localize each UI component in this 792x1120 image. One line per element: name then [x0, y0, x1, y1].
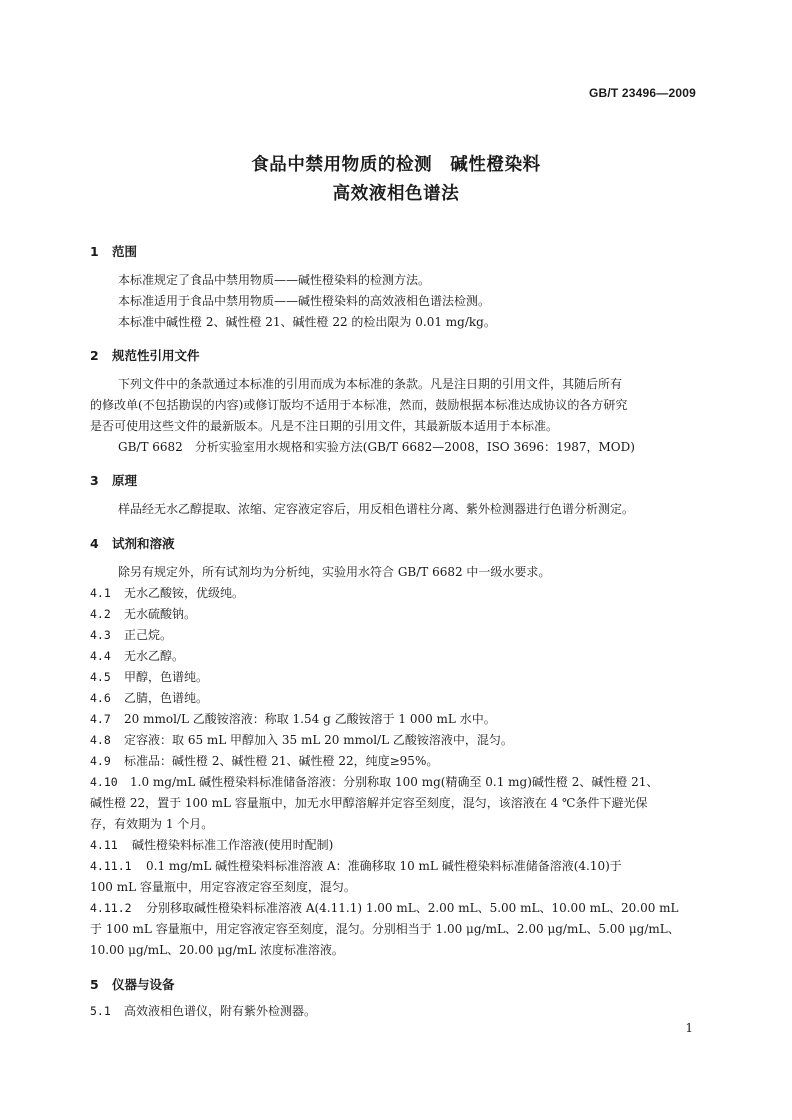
item-text: 标准品：碱性橙 2、碱性橙 21、碱性橙 22，纯度≥95%。 [124, 754, 439, 768]
section-1-heading [90, 242, 137, 260]
page-number: 1 [685, 1021, 693, 1035]
section-title: 范围 [112, 244, 138, 259]
section-5-heading [90, 975, 175, 993]
item-number: 4.9 [90, 754, 111, 768]
item-number: 4.6 [90, 691, 111, 705]
item-4-10-line-1 [90, 775, 658, 789]
section-number: 3 [90, 473, 99, 488]
references-text-line-3: 是否可使用这些文件的最新版本。凡是不注日期的引用文件，其最新版本适用于本标准。 [90, 419, 559, 433]
section-number: 2 [90, 348, 99, 363]
item-4-10-line-2: 碱性橙 22，置于 100 mL 容量瓶中，加无水甲醇溶解并定容至刻度，混匀，该溶液在 4 ℃条件下避光保 [90, 796, 648, 810]
item-4-11-1-line-1 [90, 859, 622, 873]
section-number: 4 [90, 536, 99, 551]
document-title-line-2: 高效液相色谱法 [332, 184, 460, 204]
item-number: 4.3 [90, 628, 111, 642]
list-item [90, 733, 513, 747]
list-item [90, 649, 184, 663]
item-4-11 [90, 838, 333, 852]
item-4-11-2-line-2: 于 100 mL 容量瓶中，用定容液定容至刻度，混匀。分别相当于 1.00 μg/mL、2.00 μg/mL、5.00 μg/mL、 [90, 922, 680, 936]
item-number: 4.10 [90, 775, 118, 789]
list-item [90, 754, 438, 768]
item-number: 4.11.1 [90, 859, 132, 873]
section-title: 试剂和溶液 [112, 536, 175, 551]
list-item [90, 586, 244, 600]
item-number: 4.11.2 [90, 901, 132, 915]
item-text: 20 mmol/L 乙酸铵溶液：称取 1.54 g 乙酸铵溶于 1 000 mL 水中。 [124, 712, 496, 726]
item-number: 5.1 [90, 1004, 111, 1018]
item-text: 正己烷。 [124, 628, 173, 642]
item-text: 0.1 mg/mL 碱性橙染料标准溶液 A：准确移取 10 mL 碱性橙染料标准储备溶液(4.10)于 [146, 859, 622, 873]
section-title: 规范性引用文件 [112, 348, 200, 363]
section-4-heading [90, 534, 175, 552]
item-number: 4.2 [90, 607, 111, 621]
item-5-1 [90, 1004, 316, 1018]
list-item [90, 628, 172, 642]
section-title: 仪器与设备 [112, 977, 175, 992]
item-text: 无水硫酸钠。 [124, 607, 197, 621]
item-4-11-2-line-1 [90, 901, 679, 915]
list-item [90, 607, 196, 621]
section-3-heading [90, 471, 137, 489]
scope-paragraph-1: 本标准规定了食品中禁用物质——碱性橙染料的检测方法。 [118, 273, 431, 287]
item-number: 4.5 [90, 670, 111, 684]
item-number: 4.11 [90, 838, 118, 852]
item-text: 无水乙酸铵，优级纯。 [124, 586, 245, 600]
section-title: 原理 [112, 473, 138, 488]
section-number: 1 [90, 244, 99, 259]
document-title-line-1: 食品中禁用物质的检测 碱性橙染料 [251, 155, 541, 175]
section-2-heading [90, 346, 200, 364]
item-text: 乙腈，色谱纯。 [124, 691, 209, 705]
item-number: 4.8 [90, 733, 111, 747]
item-text: 分别移取碱性橙染料标准溶液 A(4.11.1) 1.00 mL、2.00 mL、5.00 mL、10.00 mL、20.00 mL [146, 901, 679, 915]
item-text: 无水乙醇。 [124, 649, 185, 663]
standard-code: GB/T 23496—2009 [588, 86, 696, 100]
section-number: 5 [90, 977, 99, 992]
item-number: 4.7 [90, 712, 111, 726]
references-text-line-1: 下列文件中的条款通过本标准的引用而成为本标准的条款。凡是注日期的引用文件，其随后所有 [118, 377, 623, 391]
scope-paragraph-2: 本标准适用于食品中禁用物质——碱性橙染料的高效液相色谱法检测。 [118, 294, 491, 308]
item-4-10-line-3: 存，有效期为 1 个月。 [90, 817, 214, 831]
normative-reference: GB/T 6682 分析实验室用水规格和实验方法(GB/T 6682—2008，ISO 3696：1987，MOD) [118, 440, 635, 454]
item-text: 甲醇，色谱纯。 [124, 670, 209, 684]
item-text: 定容液：取 65 mL 甲醇加入 35 mL 20 mmol/L 乙酸铵溶液中，混匀。 [124, 733, 513, 747]
item-number: 4.4 [90, 649, 111, 663]
list-item [90, 712, 496, 726]
item-text: 1.0 mg/mL 碱性橙染料标准储备溶液：分别称取 100 mg(精确至 0.1 mg)碱性橙 2、碱性橙 21、 [130, 775, 659, 789]
reagents-intro: 除另有规定外，所有试剂均为分析纯，实验用水符合 GB/T 6682 中一级水要求。 [118, 565, 551, 579]
scope-paragraph-3: 本标准中碱性橙 2、碱性橙 21、碱性橙 22 的检出限为 0.01 mg/kg。 [118, 315, 496, 329]
item-text: 碱性橙染料标准工作溶液(使用时配制) [132, 838, 334, 852]
list-item [90, 691, 208, 705]
references-text-line-2: 的修改单(不包括勘误的内容)或修订版均不适用于本标准，然而，鼓励根据本标准达成协议的各方研究 [90, 398, 628, 412]
item-4-11-1-line-2: 100 mL 容量瓶中，用定容液定容至刻度，混匀。 [90, 880, 356, 894]
item-number: 4.1 [90, 586, 111, 600]
item-text: 高效液相色谱仪，附有紫外检测器。 [124, 1004, 317, 1018]
item-4-11-2-line-3: 10.00 μg/mL、20.00 μg/mL 浓度标准溶液。 [90, 943, 344, 957]
list-item [90, 670, 208, 684]
principle-paragraph: 样品经无水乙醇提取、浓缩、定容液定容后，用反相色谱柱分离、紫外检测器进行色谱分析测定。 [118, 502, 635, 516]
